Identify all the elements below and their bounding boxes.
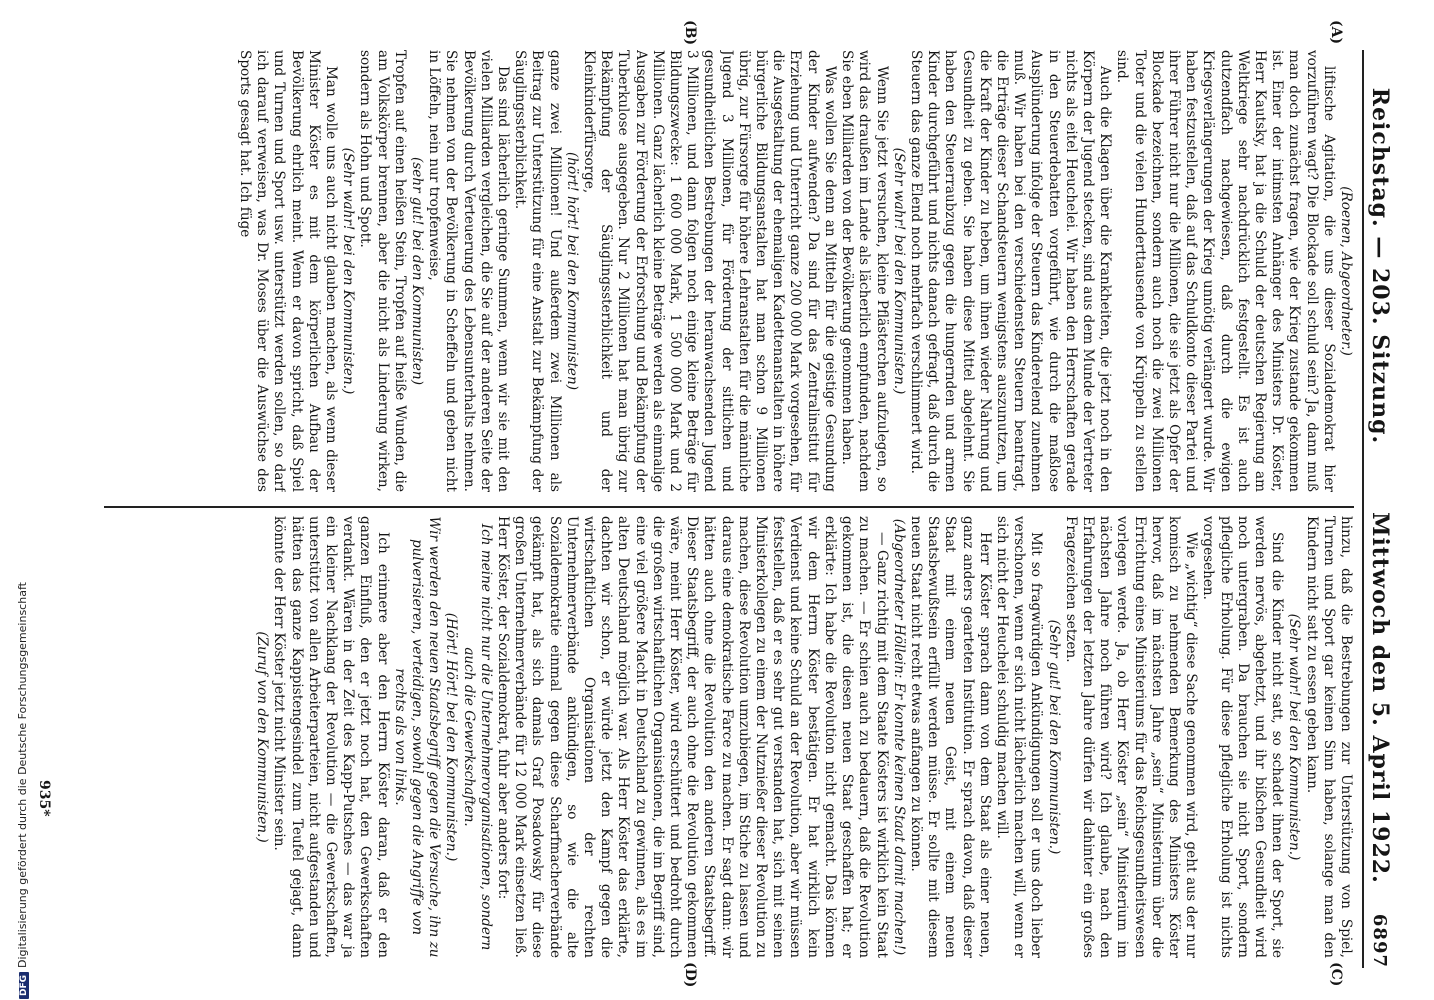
paragraph: Wir werden den neuen Staatsbegriff gegen die Versuche, ihn zu pulverisieren, verteidigen, sowohl gegen die Angriffe von rechts als von links. <box>391 516 443 958</box>
paragraph: (Zuruf von den Kommunisten.) <box>254 631 271 843</box>
paragraph: liftische Agitation, die uns dieser Sozialdemokrat hier vorzuführen wagt? Die Blockade soll schuld sein? Ja, dann muß man doch zunächst fragen, wie der Krieg zustande gekommen ist. Einer der intimsten Anhänger des Ministers Dr. Köster, Herr Kautsky, hat ja die Schuld der deutschen Regierung am Weltkriege sehr nachdrücklich festgestellt. Es ist auch dutzendfach nachgewiesen, daß durch die ewigen Kriegsverlängerungen der Krieg unnötig verlängert wurde. Wir haben festzustellen, daß auf das Schuldkonto dieser Partei und ihrer Führer nicht nur die Millionen, die sie jetzt als Opfer der Blockade bezeichnen, sondern auch noch die zwei Millionen Toter und die vielen Hunderttausende von Krüppeln zu stellen sind. <box>1114 50 1337 492</box>
paragraph: (Sehr wahr! bei den Kommunisten.) <box>340 147 357 395</box>
paragraph: Man wolle uns auch nicht glauben machen, als wenn dieser Minister Köster es mit dem körperlichen Aufbau der Bevölkerung ehrlich meint. Wenn er davon spricht, daß Spiel und Turnen und Sport usw. unterstützt werden sollen, so darf ich darauf verweisen, was Dr. Moses über die Auswüchse des Sports gesagt hat. Ich füge <box>237 50 340 492</box>
paragraph: (hört! hört! bei den Kommunisten) <box>563 151 580 391</box>
column-divider <box>104 506 1354 508</box>
margin-marker-c: (C) <box>1328 962 1344 987</box>
dfg-logo: DFG <box>19 972 29 999</box>
paragraph: (sehr gut! bei den Kommunisten) <box>409 157 426 385</box>
paragraph: (Sehr wahr! bei den Kommunisten.) <box>890 147 907 395</box>
margin-marker-b: (B) <box>682 20 698 46</box>
paragraph: Auch die Klagen über die Krankheiten, die jetzt noch in den Körpern der Jugend stecken, sind aus dem Munde der Vertreter nichts als eitel Heuchelei. Wir haben den Herrschaften gerade in den Steuerdebatten vorgeführt, wie durch die maßlose Ausplünderung infolge der Steuern das Kinderelend zunehmen muß. Wir haben bei den verschiedensten Steuern beantragt, die Erträge dieser Schandsteuern wenigstens auszunutzen, um die Kraft der Kinder zu heben, um ihnen wieder Nahrung und Gesundheit zu geben. Sie haben diese Mittel abgelehnt. Sie haben den Steuerraubzug gegen die hungernden und armen Kinder durchgeführt und nichts danach gefragt, daß durch die Steuern das ganze Elend noch mehrfach verschlimmert wird. <box>907 50 1114 492</box>
margin-marker-a: (A) <box>1328 20 1344 45</box>
paragraph: (Sehr wahr! bei den Kommunisten.) <box>1286 613 1303 861</box>
paragraph: Mit so fragwürdigen Ankündigungen soll er uns doch lieber verschonen, wenn er sich nicht lächerlich machen will, wenn er sich nicht der Heuchelei schuldig machen will. <box>993 516 1045 958</box>
margin-marker-d: (D) <box>682 962 698 988</box>
paragraph: ganze zwei Millionen! Und außerdem zwei Millionen als Beitrag zur Unterstützung für eine Anstalt zur Bekämpfung der Säuglingssterblichkeit. <box>512 50 563 492</box>
left-text-column <box>114 50 1354 492</box>
digitization-note-text: Digitalisierung gefördert durch die Deutsche Forschungsgemeinschaft <box>16 582 29 968</box>
paragraph: Ich erinnere aber den Herrn Köster daran, daß er den ganzen Einfluß, den er jetzt noch hat, den Gewerkschaften verdankt. Wären in der Zeit des Kapp-Putsches — das war ja ein kleiner Nachklang der Revolution — die Gewerkschaften, unterstützt von allen Arbeiterparteien, nicht aufgestanden und hätten das ganze Kappistengesindel zum Teufel gejagt, dann könnte der Herr Köster jetzt nicht Minister sein. <box>271 516 391 958</box>
paragraph: — Ganz richtig mit dem Staate Kösters ist wirklich kein Staat zu machen. — Er schien auch zu bedauern, daß die Revolution gekommen ist, die diesen neuen Staat geschaffen hat; er erklärte: Ich habe die Revolution nicht gemacht. Das können wir dem Herrn Köster bestätigen. Er hat wirklich kein Verdienst und keine Schuld an der Revolution, aber wir müssen feststellen, daß er es sehr gut verstanden hat, sich mit seinen Ministerkollegen zu einem der Nutznießer dieser Revolution zu machen, diese Revolution umzubiegen, im Stiche zu lassen und daraus eine demokratische Farce zu machen. Er sagt dann: wir hätten auch ohne die Revolution den anderen Staatsbegriff. Dieser Staatsbegriff, der auch ohne die Revolution gekommen wäre, meint Herr Köster, wird erschüttert und bedroht durch die großen wirtschaftlichen Organisationen, die im Begriff sind, eine viel größere Macht in Deutschland zu gewinnen, als es im alten Deutschland möglich war. Als Herr Köster das erklärte, dachten wir schon, er würde jetzt den Kampf gegen die wirtschaftlichen Organisationen der rechten Unternehmerverbände ankündigen, so wie die alte Sozialdemokratie einmal gegen diese Scharfmacherverbände gekämpft hat, als sich damals Graf Posadowsky für diese großen Unternehmerverbände für 12 000 Mark einsetzen ließ. Herr Köster, der Sozialdemokrat, fuhr aber anders fort: <box>495 516 890 958</box>
paragraph: Ich meine nicht nur die Unternehmerorganisationen, sondern auch die Gewerkschaften. <box>460 523 494 951</box>
right-text-column <box>114 516 1354 958</box>
paragraph: Tropfen auf einen heißen Stein, Tropfen auf heiße Wunden, die am Volkskörper brennen, aber die nicht als Linderung wirken, sondern als Hohn und Spott. <box>357 50 408 492</box>
paragraph: (Sehr gut! bei den Kommunisten.) <box>1045 619 1062 855</box>
header-right-text: Mittwoch den 5. April 1922. <box>1367 512 1393 884</box>
paragraph: Was wollen Sie denn an Mitteln für die geistige Gesundung der Kinder aufwenden? Da sind für das Zentralinstitut für Erziehung und Unterricht ganze 200 000 Mark vorgesehen, für die Ausgestaltung der ehemaligen Kadettenanstalten in höhere bürgerliche Bildungsanstalten hat man schon 9 Millionen übrig, zur Fürsorge für höhere Lehranstalten für die männliche Jugend 3 Millionen, für Förderung der sittlichen und gesundheitlichen Bestrebungen der heranwachsenden Jugend 3 Millionen, und dann folgen noch einige kleine Beträge für Bildungszwecke: 1 600 000 Mark, 1 500 000 Mark und 2 Millionen. Ganz lächerlich kleine Beträge werden als einmalige Ausgaben zur Förderung der Erforschung und Bekämpfung der Tuberkulose ausgegeben. Nur 2 Millionen hat man übrig zur Bekämpfung der Säuglingssterblichkeit und der Kleinkinderfürsorge, <box>581 50 838 492</box>
paragraph: (Hört! Hört! bei den Kommunisten.) <box>443 612 460 862</box>
header-left-text: Reichstag. — 203. Sitzung. <box>1367 87 1393 445</box>
paragraph: (Abgeordneter Höllein: Er konnte keinen Staat damit machen!) <box>890 518 907 956</box>
paragraph: Das sind lächerlich geringe Summen, wenn wir sie mit den vielen Milliarden vergleichen, die Sie auf der anderen Seite der Bevölkerung durch Verteuerung des Lebensunterhalts nehmen. Sie nehmen von der Bevölkerung in Scheffeln und geben nicht in Löffeln, nein nur tropfenweise, <box>426 50 512 492</box>
page-number: 6897 <box>1369 913 1391 969</box>
rotated-page-content <box>8 10 1398 990</box>
paragraph: Wie „wichtig“ diese Sache genommen wird, geht aus der nur komisch zu nehmenden Bemerkung des Ministers Köster hervor, daß im nächsten Jahre „sein“ Ministerium über die Errichtung eines Ministeriums für das Reichsgesundheitswesen vorlegen werde. Ja, ob Herr Köster „sein“ Ministerium im nächsten Jahre noch führen wird? Ich glaube, nach den Erfahrungen der letzten Jahre dürfen wir dahinter ein großes Fragezeichen setzen. <box>1062 516 1200 958</box>
paragraph: Wenn Sie jetzt versuchen, kleine Pflästerchen aufzulegen, so wird das draußen im Lande als lächerlich empfunden, nachdem Sie eben Milliarden von der Bevölkerung genommen haben. <box>839 50 890 492</box>
paragraph: hinzu, daß die Bestrebungen zur Unterstützung von Spiel, Turnen und Sport gar keinen Sinn haben, solange man den Kindern nicht satt zu essen geben kann. <box>1303 516 1354 958</box>
page-header <box>1362 50 1396 968</box>
paragraph: (Roenen, Abgeordneter.) <box>1338 186 1354 356</box>
paragraph: Herr Köster sprach dann von dem Staat als einer neuen, ganz anders gearteten Institution. Er sprach davon, daß dieser Staat mit einem neuen Geist, mit einem neuen Staatsbewußtsein erfüllt werden müsse. Er sollte mit diesem neuen Staat nicht recht etwas anfangen zu können. <box>907 516 993 958</box>
paragraph: Sind die Kinder nicht satt, so schadet ihnen der Sport, sie werden nervös, abgehetzt, und ihr bißchen Gesundheit wird noch untergraben. Da brauchen sie nicht Sport, sondern pflegliche Erholung. Für diese pflegliche Erholung ist nichts vorgesehen. <box>1200 516 1286 958</box>
page-footer-mark: 935* <box>36 780 52 817</box>
